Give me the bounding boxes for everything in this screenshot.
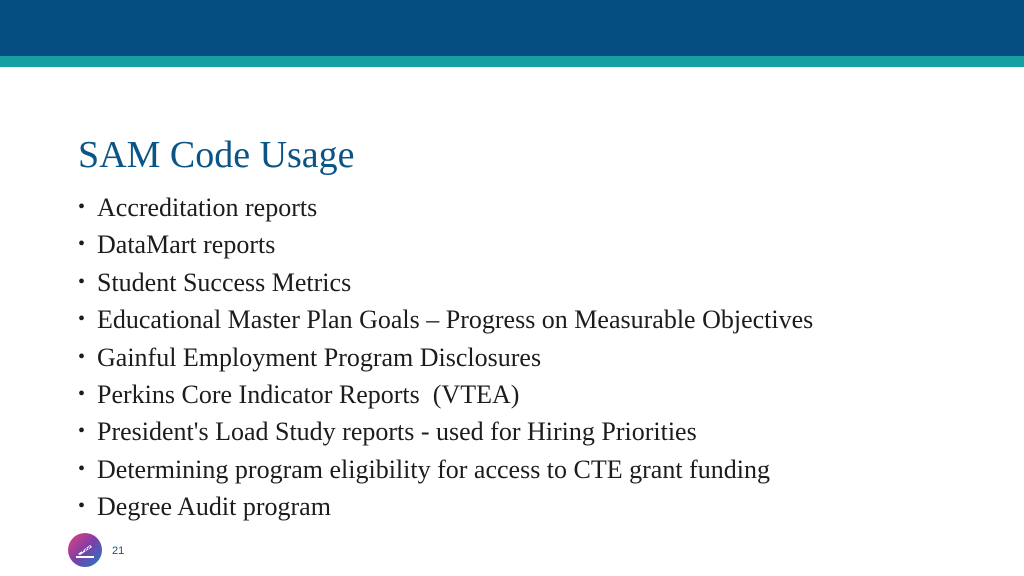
bullet-icon: • [78,308,86,331]
bullet-icon: • [78,270,86,293]
bullet-icon: • [78,345,86,368]
list-item [78,339,813,376]
header-bar [0,0,1024,56]
list-item-text: Gainful Employment Program Disclosures [97,342,542,372]
list-item [78,189,813,226]
list-item-text: Determining program eligibility for access to CTE grant funding [97,454,770,484]
list-item-text: Accreditation reports [97,193,318,222]
list-item [78,264,813,301]
list-item [78,413,813,450]
list-item-text: Educational Master Plan Goals – Progress on Measurable Objectives [97,305,814,335]
list-item-text: Student Success Metrics [97,267,352,297]
page-number: 21 [112,545,125,557]
list-item-text: Perkins Core Indicator Reports (VTEA) [97,379,520,409]
bullet-icon: • [78,495,86,518]
bullet-icon: • [78,382,86,405]
list-item [78,376,813,413]
list-item [78,451,813,488]
bullet-icon: • [78,420,86,443]
list-item [78,301,813,338]
list-item-text: President's Load Study reports - used for Hiring Priorities [97,417,697,447]
list-item-text: DataMart reports [97,230,276,260]
bullet-icon: • [78,457,86,480]
list-item [78,226,813,263]
college-logo-icon [68,533,102,567]
list-item [78,488,813,525]
header-accent-stripe [0,56,1024,67]
bullet-icon: • [78,233,86,256]
bullet-list [78,189,813,526]
list-item-text: Degree Audit program [97,492,331,522]
bullet-icon: • [78,196,86,218]
slide-title: SAM Code Usage [78,134,355,176]
